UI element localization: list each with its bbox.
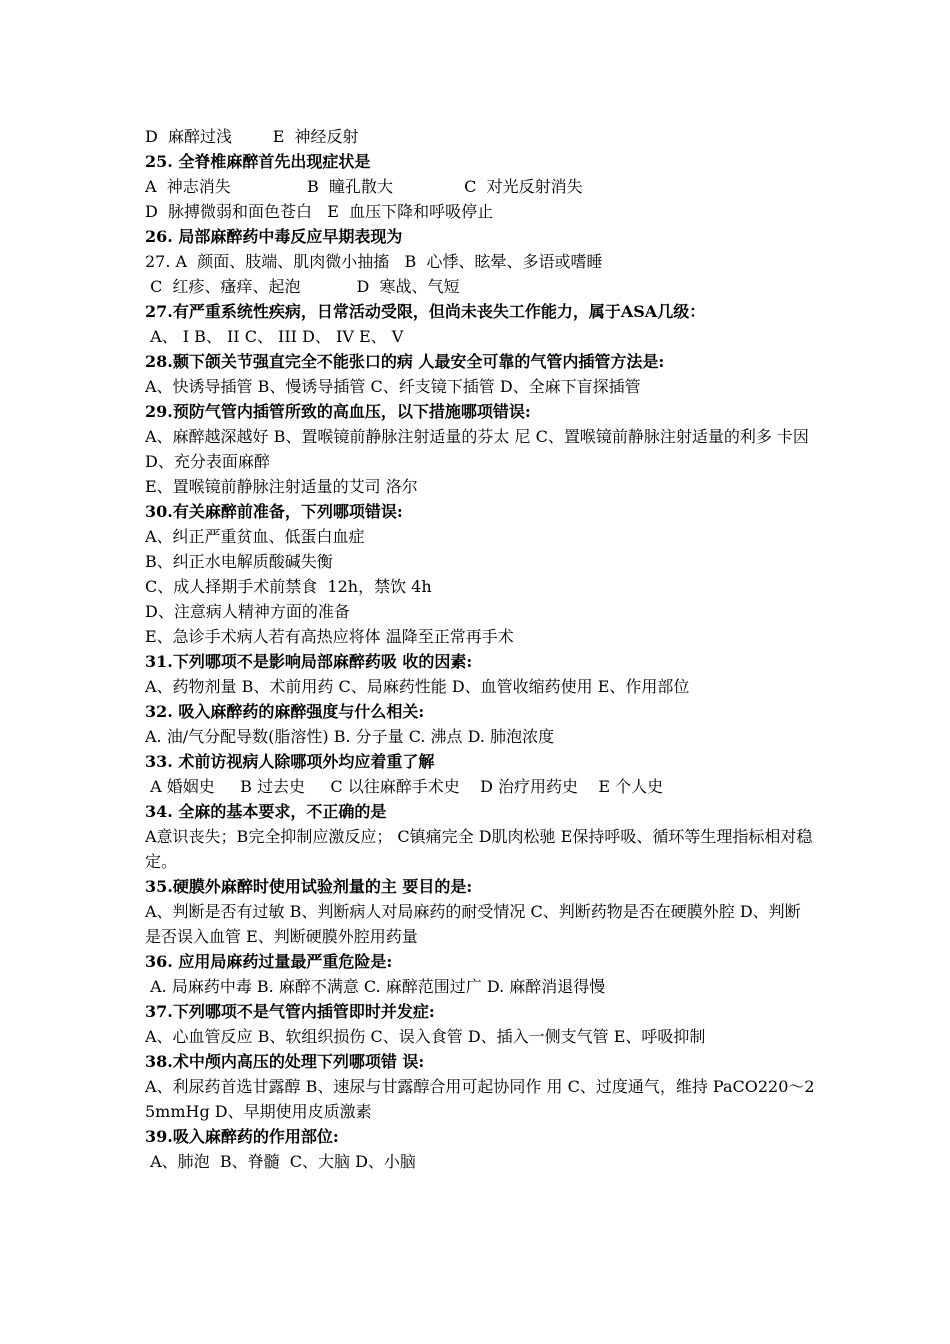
answer-options: C 红疹、瘙痒、起泡 D 寒战、气短 [145, 277, 460, 296]
answer-options: A、纠正严重贫血、低蛋白血症 [145, 527, 365, 546]
answer-options: A、肺泡 B、脊髓 C、大脑 D、小脑 [145, 1152, 416, 1171]
answer-options: 27. A 颜面、肢端、肌肉微小抽搐 B 心悸、眩晕、多语或嗜睡 [145, 252, 603, 271]
answer-options: D 脉搏微弱和面色苍白 E 血压下降和呼吸停止 [145, 202, 494, 221]
question-title: 38.术中颅内高压的处理下列哪项错 误: [145, 1052, 425, 1071]
question-title: 30.有关麻醉前准备，下列哪项错误: [145, 502, 403, 521]
answer-options: D 麻醉过浅 E 神经反射 [145, 127, 359, 146]
question-list [145, 124, 815, 1174]
answer-options: A 婚姻史 B 过去史 C 以往麻醉手术史 D 治疗用药史 E 个人史 [145, 777, 664, 796]
answer-options: A、药物剂量 B、术前用药 C、局麻药性能 D、血管收缩药使用 E、作用部位 [145, 677, 690, 696]
answer-options: A、判断是否有过敏 B、判断病人对局麻药的耐受情况 C、判断药物是否在硬膜外腔 D、判断是否误入血管 E、判断硬膜外腔用药量 [145, 902, 801, 946]
question-title: 32. 吸入麻醉药的麻醉强度与什么相关: [145, 702, 425, 721]
question-title: 36. 应用局麻药过量最严重危险是: [145, 952, 393, 971]
question-title: 27.有严重系统性疾病，日常活动受限，但尚未丧失工作能力，属于ASA几级： [145, 302, 706, 321]
answer-options: E、急诊手术病人若有高热应将体 温降至正常再手术 [145, 627, 514, 646]
answer-options: A意识丧失；B完全抑制应激反应； C镇痛完全 D肌肉松驰 E保持呼吸、循环等生理指标相对稳定。 [145, 827, 813, 871]
answer-options: E、置喉镜前静脉注射适量的艾司 洛尔 [145, 477, 418, 496]
question-title: 37.下列哪项不是气管内插管即时并发症: [145, 1002, 435, 1021]
question-title: 31.下列哪项不是影响局部麻醉药吸 收的因素: [145, 652, 473, 671]
answer-options: A、利尿药首选甘露醇 B、速尿与甘露醇合用可起协同作 用 C、过度通气，维持 PaCO220～25mmHg D、早期使用皮质激素 [145, 1077, 815, 1121]
answer-options: D、注意病人精神方面的准备 [145, 602, 350, 621]
question-title: 34. 全麻的基本要求，不正确的是 [145, 802, 387, 821]
answer-options: A、心血管反应 B、软组织损伤 C、误入食管 D、插入一侧支气管 E、呼吸抑制 [145, 1027, 706, 1046]
question-title: 26. 局部麻醉药中毒反应早期表现为 [145, 227, 403, 246]
answer-options: A、麻醉越深越好 B、置喉镜前静脉注射适量的芬太 尼 C、置喉镜前静脉注射适量的利多 卡因 D、充分表面麻醉 [145, 427, 809, 471]
question-title: 39.吸入麻醉药的作用部位: [145, 1127, 339, 1146]
answer-options: A 神志消失 B 瞳孔散大 C 对光反射消失 [145, 177, 583, 196]
question-title: 33. 术前访视病人除哪项外均应着重了解 [145, 752, 435, 771]
question-title: 28.颞下颌关节强直完全不能张口的病 人最安全可靠的气管内插管方法是: [145, 352, 665, 371]
answer-options: A. 油/气分配导数(脂溶性) B. 分子量 C. 沸点 D. 肺泡浓度 [145, 727, 555, 746]
question-title: 29.预防气管内插管所致的高血压，以下措施哪项错误: [145, 402, 531, 421]
answer-options: C、成人择期手术前禁食 12h，禁饮 4h [145, 577, 432, 596]
answer-options: A. 局麻药中毒 B. 麻醉不满意 C. 麻醉范围过广 D. 麻醉消退得慢 [145, 977, 606, 996]
question-title: 25. 全脊椎麻醉首先出现症状是 [145, 152, 371, 171]
question-title: 35.硬膜外麻醉时使用试验剂量的主 要目的是: [145, 877, 473, 896]
answer-options: A、快诱导插管 B、慢诱导插管 C、纤支镜下插管 D、全麻下盲探插管 [145, 377, 641, 396]
answer-options: A、 I B、 II C、 III D、 IV E、 V [145, 327, 404, 346]
answer-options: B、纠正水电解质酸碱失衡 [145, 552, 333, 571]
